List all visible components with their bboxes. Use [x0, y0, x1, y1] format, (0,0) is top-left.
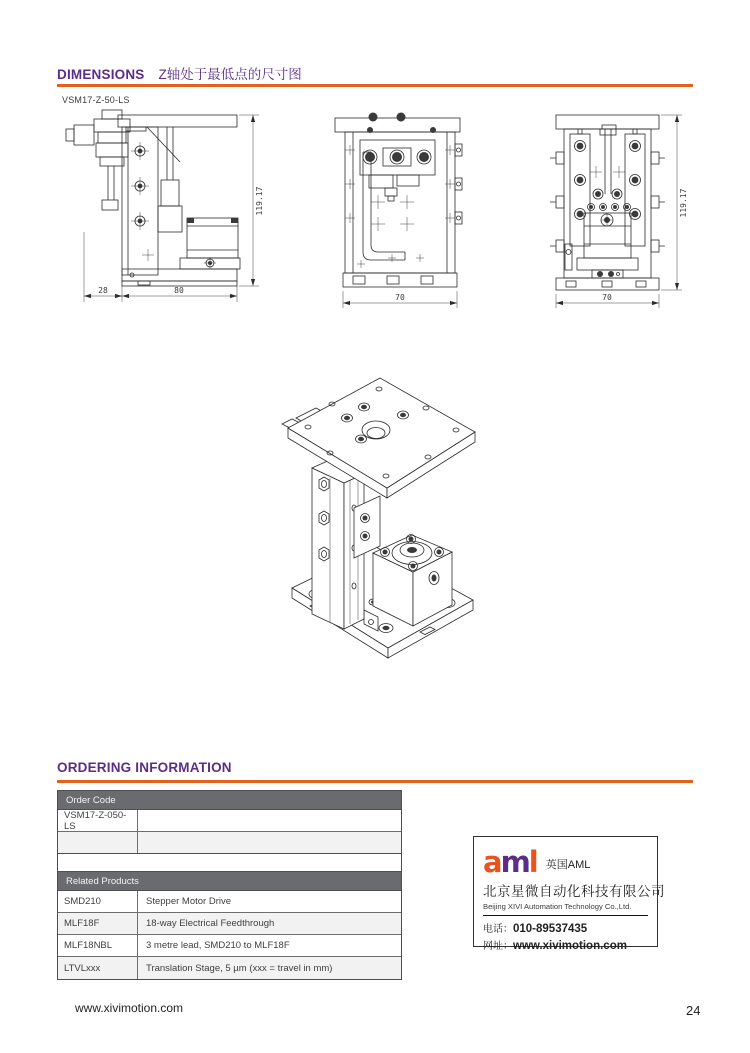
vendor-company-cn: 北京星微自动化科技有限公司: [483, 884, 665, 899]
vendor-website-line: [483, 937, 648, 952]
drawing-rear-view: [532, 106, 697, 311]
dim-rear-70: 70: [602, 293, 612, 302]
vendor-box: [473, 836, 665, 952]
aml-logo: aml: [483, 845, 537, 879]
table-row: [58, 810, 401, 832]
product-code-cell: SMD210: [58, 891, 138, 912]
order-code-header: Order Code: [66, 794, 116, 806]
phone-number: 010-89537435: [513, 923, 588, 935]
ordering-table: [57, 790, 402, 980]
drawing-side-view: [50, 106, 285, 311]
section-title-ordering: ORDERING INFORMATION: [57, 760, 232, 775]
order-code-cell: VSM17-Z-050-LS: [58, 810, 138, 831]
footer-page-number: 24: [686, 1003, 701, 1018]
order-desc-cell: [138, 810, 401, 831]
vendor-logo-row: [483, 845, 648, 879]
table-row: [58, 913, 401, 935]
order-code-header-row: [58, 791, 401, 810]
product-desc-cell: Stepper Motor Drive: [146, 896, 232, 907]
header-rule: [57, 84, 693, 87]
phone-label: 电话：: [483, 924, 513, 935]
dim-side-height: 119.17: [255, 186, 264, 216]
section-subtitle-cn: Z轴处于最低点的尺寸图: [158, 67, 302, 82]
related-products-header: Related Products: [66, 875, 139, 887]
website-label: 网址：: [483, 941, 513, 952]
product-code-cell: MLF18NBL: [58, 935, 138, 956]
related-products-header-row: [58, 872, 401, 891]
product-code-cell: LTVLxxx: [58, 957, 138, 979]
table-row: [58, 935, 401, 957]
dimensions-header: [57, 63, 302, 83]
product-desc-cell: 3 metre lead, SMD210 to MLF18F: [146, 940, 290, 951]
table-row: [58, 832, 401, 854]
vendor-logo-suffix: 英国AML: [545, 859, 591, 871]
vendor-divider: [483, 915, 648, 916]
dim-rear-height: 119.17: [679, 188, 688, 218]
ordering-header: [57, 759, 232, 777]
product-code-cell: MLF18F: [58, 913, 138, 934]
product-desc-cell: Translation Stage, 5 µm (xxx = travel in mm): [146, 962, 333, 974]
product-desc-cell: 18-way Electrical Feedthrough: [146, 918, 275, 929]
drawing-isometric-view: [268, 356, 503, 666]
table-spacer-row: [58, 854, 401, 872]
section-title-dimensions: DIMENSIONS: [57, 67, 145, 82]
website-url: www.xivimotion.com: [513, 940, 627, 952]
vendor-company-en: Beijing XIVI Automation Technology Co.,Ltd.: [483, 902, 632, 911]
ordering-rule: [57, 780, 693, 783]
footer-website: www.xivimotion.com: [75, 1001, 184, 1015]
order-desc-cell: [138, 832, 401, 853]
table-row: [58, 891, 401, 913]
drawing-front-view: [325, 106, 475, 311]
dim-side-80: 80: [174, 286, 184, 295]
table-row: [58, 957, 401, 979]
order-code-cell: [58, 832, 138, 853]
vendor-phone-line: [483, 920, 648, 935]
model-label: VSM17-Z-50-LS: [62, 95, 130, 105]
dim-side-28: 28: [98, 286, 108, 295]
dim-front-70: 70: [395, 293, 405, 302]
